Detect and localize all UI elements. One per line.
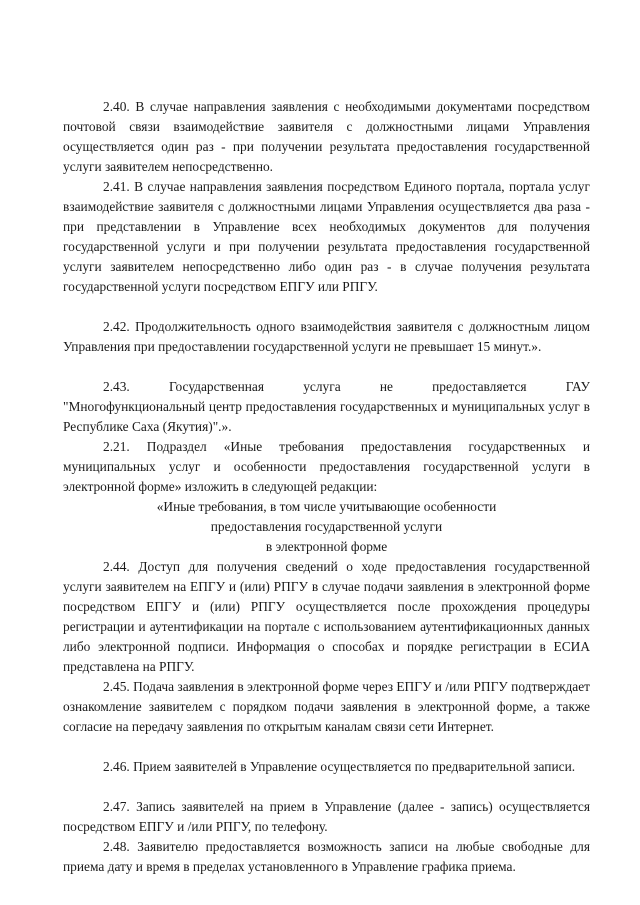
paragraph-2-41: 2.41. В случае направления заявления посредством Единого портала, портала услуг взаимодействие заявителя с должностными лицами Управления осуществляется два раза - при представлении в Управление всех необходимых документов для получения государственной услуги и при получении результата предоставления государственной услуги заявителем непосредственно либо один раз - в случае получения результата государственной услуги посредством ЕПГУ или РПГУ. [63, 179, 590, 294]
section-heading-line-3: в электронной форме [265, 539, 388, 554]
paragraph-2-43 [63, 377, 590, 437]
section-heading-line-1: «Иные требования, в том числе учитывающие особенности [156, 499, 497, 514]
paragraph-2-40: 2.40. В случае направления заявления с необходимыми документами посредством почтовой связи взаимодействие заявителя с должностными лицами Управления осуществляется один раз - при получении результата предоставления государственной услуги заявителем непосредственно. [63, 99, 590, 174]
paragraph-2-43-rest: "Многофункциональный центр предоставления государственных и муниципальных услуг в Республике Саха (Якутия)".». [63, 399, 590, 434]
paragraph-2-45: 2.45. Подача заявления в электронной форме через ЕПГУ и /или РПГУ подтверждает ознакомление заявителем с порядком подачи заявления в электронной форме, а также согласие на передачу заявления по открытым каналам связи сети Интернет. [63, 679, 590, 734]
section-heading-line-2: предоставления государственной услуги [210, 519, 443, 534]
paragraph-2-47: 2.47. Запись заявителей на прием в Управление (далее - запись) осуществляется посредством ЕПГУ и /или РПГУ, по телефону. [63, 799, 590, 834]
p243-word: 2.43. [103, 379, 130, 394]
p243-word: не [379, 379, 393, 394]
p243-word: предоставляется [432, 379, 527, 394]
p243-word: услуга [303, 379, 341, 394]
paragraph-2-42: 2.42. Продолжительность одного взаимодействия заявителя с должностным лицом Управления при предоставлении государственной услуги не превышает 15 минут.». [63, 319, 590, 354]
paragraph-2-44: 2.44. Доступ для получения сведений о ходе предоставления государственной услуги заявителем на ЕПГУ и (или) РПГУ в случае подачи заявления в электронной форме посредством ЕПГУ и (или) РПГУ осуществляется после прохождения процедуры регистрации и аутентификации на портале с использованием аутентификационных данных либо электронной подписи. Информация о способах и порядке регистрации в ЕСИА представлена на РПГУ. [63, 559, 590, 674]
p243-word: Государственная [168, 379, 265, 394]
paragraph-2-48: 2.48. Заявителю предоставляется возможность записи на любые свободные для приема дату и время в пределах установленного в Управление графика приема. [63, 839, 590, 874]
paragraph-2-46: 2.46. Прием заявителей в Управление осуществляется по предварительной записи. [103, 759, 576, 774]
paragraph-2-21: 2.21. Подраздел «Иные требования предоставления государственных и муниципальных услуг и особенности предоставления государственной услуги в электронной форме» изложить в следующей редакции: [63, 439, 590, 494]
paragraph-2-43-first-line [63, 377, 590, 397]
p243-word: ГАУ [565, 379, 590, 394]
